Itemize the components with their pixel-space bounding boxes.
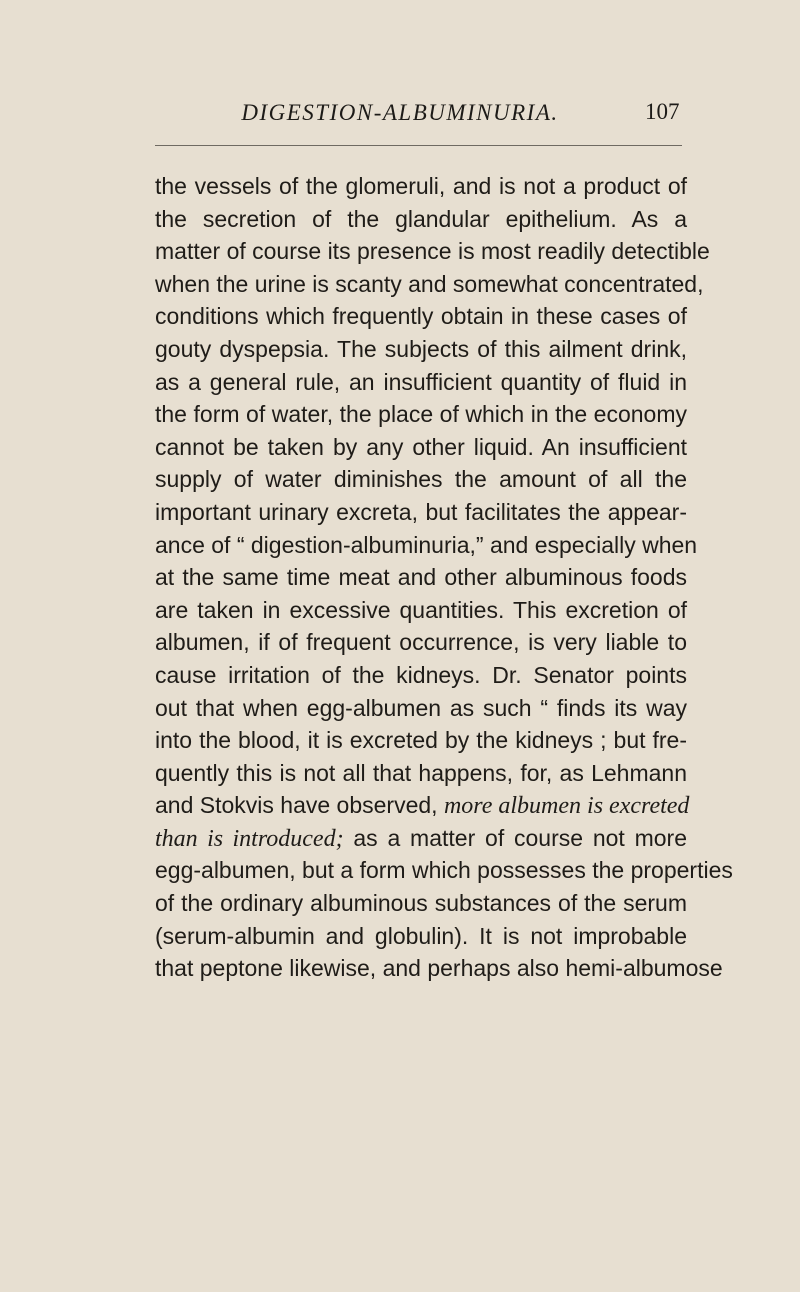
text-line: are taken in excessive quantities. This excretion of <box>155 596 687 623</box>
text-line: when the urine is scanty and somewhat concentrated, <box>155 270 704 297</box>
header-rule <box>155 145 682 146</box>
text-line: at the same time meat and other albuminous foods <box>155 564 687 591</box>
text-line: matter of course its presence is most readily detectible <box>155 238 710 265</box>
running-title: DIGESTION-ALBUMINURIA. <box>241 100 559 125</box>
text-line: as a general rule, an insufficient quantity of fluid in <box>155 368 687 395</box>
roman-run: as a matter of course not more <box>353 824 687 851</box>
text-line: conditions which frequently obtain in these cases of <box>155 303 687 330</box>
text-line: that peptone likewise, and perhaps also hemi-albumose <box>155 955 723 982</box>
text-line: cannot be taken by any other liquid. An insufficient <box>155 433 687 460</box>
text-line: cause irritation of the kidneys. Dr. Senator points <box>155 661 687 688</box>
text-line: the secretion of the glandular epithelium. As a <box>155 205 687 232</box>
text-line: of the ordinary albuminous substances of the serum <box>155 890 687 917</box>
text-line: quently this is not all that happens, for, as Lehmann <box>155 759 687 786</box>
text-line: the form of water, the place of which in the economy <box>155 401 687 428</box>
text-line: ance of “ digestion-albuminuria,” and especially when <box>155 531 698 558</box>
text-line: (serum-albumin and globulin). It is not improbable <box>155 922 687 949</box>
text-line: important urinary excreta, but facilitates the appear- <box>155 498 687 525</box>
roman-run: and Stokvis have observed, <box>155 792 438 819</box>
text-line: gouty dyspepsia. The subjects of this ailment drink, <box>155 335 687 362</box>
body-text <box>155 170 733 985</box>
text-line: the vessels of the glomeruli, and is not a product of <box>155 173 687 199</box>
text-line-mixed <box>155 789 690 822</box>
text-line: egg-albumen, but a form which possesses the properties <box>155 857 733 884</box>
text-line: out that when egg-albumen as such “ finds its way <box>155 694 687 721</box>
page-header <box>0 0 800 150</box>
text-line-mixed <box>155 822 687 855</box>
italic-run: more albumen is excreted <box>443 793 690 820</box>
text-line: albumen, if of frequent occurrence, is very liable to <box>155 629 687 656</box>
page-number: 107 <box>645 99 680 124</box>
italic-run: than is introduced; <box>155 825 344 852</box>
text-line: supply of water diminishes the amount of all the <box>155 466 687 493</box>
text-line: into the blood, it is excreted by the kidneys ; but fre- <box>155 727 687 754</box>
